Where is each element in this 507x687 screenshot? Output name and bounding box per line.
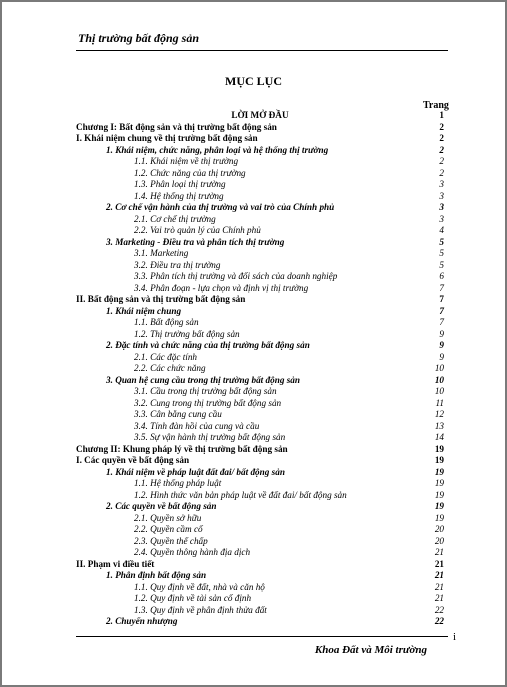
- toc-entry-title: 2. Chuyển nhượng: [106, 616, 178, 626]
- toc-entry-page: 5: [439, 236, 444, 247]
- toc-entry: [76, 168, 444, 180]
- toc-entry: [76, 179, 444, 191]
- toc-entry-title: 2.3. Quyền thế chấp: [134, 535, 208, 546]
- toc-entry-title: I. Khái niệm chung về thị trường bất động sản: [76, 133, 258, 143]
- toc-entry-page: 2: [439, 144, 444, 155]
- toc-entry-page: 19: [434, 455, 444, 465]
- toc-entry: [76, 524, 444, 536]
- toc-entry: [76, 340, 444, 352]
- toc-entry: [76, 202, 444, 214]
- footer-department: Khoa Đất và Môi trường: [314, 644, 427, 656]
- toc-entry-page: 7: [439, 317, 444, 327]
- toc-entry-page: 9: [439, 351, 444, 362]
- toc-entry-page: 7: [439, 294, 444, 304]
- toc-entry-page: 19: [434, 443, 444, 454]
- toc-entry-page: 11: [435, 397, 444, 408]
- toc-entry-page: 10: [434, 363, 444, 373]
- toc-entry-page: 19: [434, 478, 444, 488]
- toc-entry: [76, 582, 444, 594]
- toc-entry-page: 2: [439, 121, 444, 132]
- toc-entry: [76, 110, 444, 122]
- toc-entry: [76, 191, 444, 203]
- toc-entry: [76, 156, 444, 168]
- toc-entry-page: 9: [439, 340, 444, 350]
- toc-entry-page: 3: [439, 213, 444, 224]
- toc-entry-page: 19: [434, 512, 444, 523]
- table-of-contents: [76, 110, 444, 628]
- toc-entry-page: 4: [439, 225, 444, 235]
- document-page: [2, 2, 505, 685]
- toc-entry-title: I. Các quyền về bất động sản: [76, 455, 190, 465]
- toc-entry: [76, 306, 444, 318]
- toc-entry: [76, 375, 444, 387]
- toc-entry-page: 21: [434, 570, 444, 580]
- toc-entry-page: 22: [434, 604, 444, 615]
- toc-entry: [76, 478, 444, 490]
- toc-entry-title: 1.3. Quy định về phân định thửa đất: [134, 604, 267, 615]
- toc-entry-title: 3.4. Phân đoạn - lựa chọn và định vị thị trường: [134, 282, 309, 293]
- toc-entry-title: 1. Khái niệm, chức năng, phân loại và hệ thống thị trường: [106, 144, 329, 155]
- toc-entry: [76, 398, 444, 410]
- toc-entry-page: 7: [439, 282, 444, 293]
- toc-entry-page: 10: [434, 386, 444, 396]
- toc-entry-page: 3: [439, 190, 444, 201]
- toc-entry: [76, 122, 444, 134]
- toc-entry-title: 1.1. Khái niệm về thị trường: [134, 156, 239, 166]
- toc-entry-title: 1. Khái niệm về pháp luật đất đai/ bất động sản: [106, 466, 285, 477]
- toc-entry: [76, 421, 444, 433]
- toc-entry-title: 2.2. Vai trò quản lý của Chính phủ: [134, 225, 261, 235]
- toc-entry-title: 2.1. Cơ chế thị trường: [134, 213, 216, 224]
- toc-entry-page: 20: [434, 535, 444, 546]
- toc-entry: [76, 248, 444, 260]
- toc-entry-title: 3.1. Cầu trong thị trường bất động sản: [134, 386, 277, 396]
- toc-entry-page: 10: [434, 374, 444, 385]
- toc-entry: [76, 409, 444, 421]
- toc-entry-title: 2.2. Các chức năng: [134, 363, 206, 373]
- toc-entry-title: 2. Đặc tính và chức năng của thị trường bất động sản: [106, 340, 310, 350]
- toc-entry: [76, 432, 444, 444]
- toc-entry-page: 21: [434, 593, 444, 603]
- toc-entry: [76, 271, 444, 283]
- toc-entry-page: 21: [434, 558, 444, 569]
- toc-entry: [76, 490, 444, 502]
- toc-entry: [76, 283, 444, 295]
- toc-entry: [76, 559, 444, 571]
- toc-entry: [76, 214, 444, 226]
- toc-entry-title: 3.5. Sự vận hành thị trường bất động sản: [134, 432, 286, 442]
- toc-entry: [76, 616, 444, 628]
- toc-entry-page: 13: [434, 420, 444, 431]
- toc-entry: [76, 260, 444, 272]
- toc-entry-title: 1.3. Phân loại thị trường: [134, 179, 226, 189]
- toc-entry-title: 1.1. Quy định về đất, nhà và căn hộ: [134, 581, 265, 592]
- header-divider: [76, 50, 448, 51]
- toc-entry: [76, 605, 444, 617]
- toc-entry: [76, 386, 444, 398]
- toc-entry: [76, 317, 444, 329]
- toc-entry-title: 2. Các quyền về bất động sản: [106, 501, 217, 511]
- toc-entry-page: 6: [439, 271, 444, 281]
- toc-entry-title: Chương II: Khung pháp lý về thị trường bất động sản: [76, 443, 288, 454]
- toc-entry: [76, 225, 444, 237]
- toc-entry-title: 3.3. Phân tích thị trường và đối sách của doanh nghiệp: [134, 271, 338, 281]
- toc-entry-page: 19: [434, 501, 444, 511]
- toc-entry-page: 20: [434, 524, 444, 534]
- toc-entry-title: 1. Phân định bất động sản: [106, 570, 207, 580]
- toc-entry-title: 2.2. Quyền cầm cố: [134, 524, 203, 534]
- toc-entry: [76, 467, 444, 479]
- toc-entry: [76, 501, 444, 513]
- toc-entry: [76, 145, 444, 157]
- toc-entry-title: 3.2. Điều tra thị trường: [134, 259, 221, 270]
- toc-entry-title: 1. Khái niệm chung: [106, 305, 182, 316]
- toc-entry-title: 1.1. Hệ thống pháp luật: [134, 478, 222, 488]
- toc-entry-title: II. Bất động sản và thị trường bất động sản: [76, 294, 246, 304]
- toc-entry: [76, 570, 444, 582]
- toc-entry-title: 3.4. Tính đàn hồi của cung và cầu: [134, 420, 260, 431]
- toc-entry: [76, 593, 444, 605]
- toc-entry-title: 3. Marketing - Điều tra và phân tích thị trường: [106, 236, 285, 247]
- toc-entry-title: 1.4. Hệ thống thị trường: [134, 190, 224, 201]
- toc-entry-page: 1: [439, 110, 444, 120]
- toc-entry: [76, 363, 444, 375]
- toc-entry-page: 5: [439, 259, 444, 270]
- page-column-label: Trang: [423, 100, 449, 111]
- toc-entry: [76, 536, 444, 548]
- toc-entry-title: 2.1. Quyền sở hữu: [134, 512, 202, 523]
- toc-entry-page: 9: [439, 328, 444, 339]
- toc-entry-page: 21: [434, 547, 444, 557]
- toc-entry: [76, 294, 444, 306]
- toc-entry-page: 19: [434, 489, 444, 500]
- toc-entry-title: 1.2. Hình thức văn bản pháp luật về đất đai/ bất động sản: [134, 489, 347, 500]
- toc-entry: [76, 237, 444, 249]
- toc-entry-page: 12: [434, 409, 444, 419]
- toc-entry-title: II. Phạm vi điều tiết: [76, 558, 155, 569]
- toc-entry: [76, 513, 444, 525]
- toc-entry-page: 2: [439, 167, 444, 178]
- toc-entry: [76, 352, 444, 364]
- toc-entry: [76, 329, 444, 341]
- toc-entry-page: 21: [434, 581, 444, 592]
- toc-entry-title: 1.2. Quy định về tài sản cố định: [134, 593, 252, 603]
- running-header-title: Thị trường bất động sản: [78, 31, 199, 45]
- toc-entry-title: Chương I: Bất động sản và thị trường bất động sản: [76, 121, 277, 132]
- toc-entry-page: 14: [434, 432, 444, 442]
- toc-entry-page: 2: [439, 156, 444, 166]
- toc-entry-title: 2. Cơ chế vận hành của thị trường và vai trò của Chính phủ: [106, 202, 335, 212]
- toc-entry-page: 22: [434, 616, 444, 626]
- toc-entry-title: 1.2. Chức năng của thị trường: [134, 167, 246, 178]
- toc-entry: [76, 133, 444, 145]
- toc-entry-title: 1.1. Bất động sản: [134, 317, 199, 327]
- toc-entry-title: 1.2. Thị trường bất động sản: [134, 328, 240, 339]
- toc-entry-title: 3.1. Marketing: [134, 248, 189, 258]
- toc-entry-title: LỜI MỞ ĐẦU: [231, 110, 289, 120]
- toc-entry: [76, 455, 444, 467]
- footer-divider: [76, 636, 448, 637]
- toc-entry-title: 3. Quan hệ cung cầu trong thị trường bất động sản: [106, 374, 300, 385]
- toc-heading: MỤC LỤC: [225, 74, 282, 88]
- toc-entry-page: 7: [439, 305, 444, 316]
- toc-entry: [76, 444, 444, 456]
- toc-entry-page: 2: [439, 133, 444, 143]
- toc-entry-title: 3.3. Cân bằng cung cầu: [134, 409, 222, 419]
- toc-entry-title: 3.2. Cung trong thị trường bất động sản: [134, 397, 282, 408]
- toc-entry: [76, 547, 444, 559]
- toc-entry-page: 19: [434, 466, 444, 477]
- toc-entry-title: 2.4. Quyền thông hành địa dịch: [134, 547, 251, 557]
- toc-entry-page: 3: [439, 202, 444, 212]
- toc-entry-title: 2.1. Các đặc tính: [134, 351, 198, 362]
- page-number: i: [453, 631, 457, 643]
- toc-entry-page: 5: [439, 248, 444, 258]
- toc-entry-page: 3: [439, 179, 444, 189]
